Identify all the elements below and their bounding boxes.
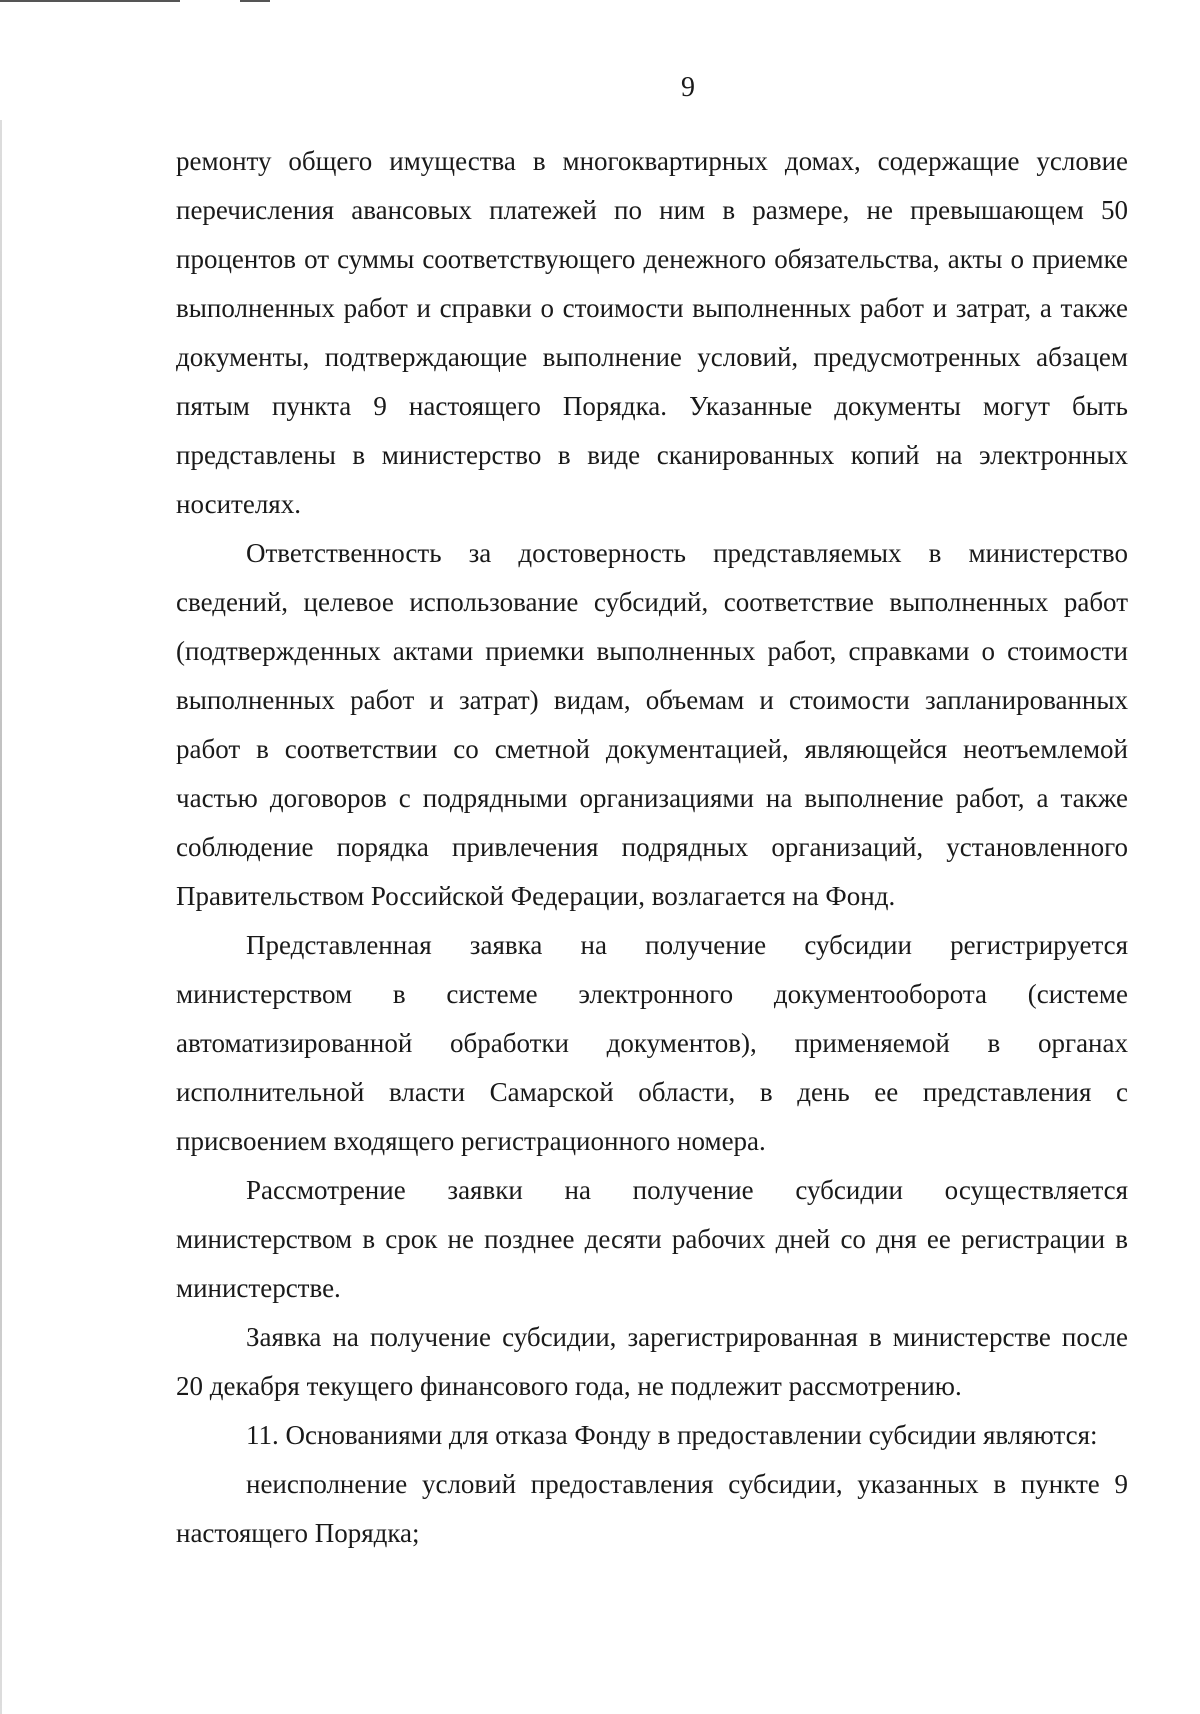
paragraph-3: Представленная заявка на получение субсидии регистрируется министерством в системе электронного документооборота (системе автоматизированной обработки документов), применяемой в органах исполнительной власти Самарской области, в день ее представления с присвоением входящего регистрационного номера. <box>176 930 1128 1156</box>
scan-artifact-top-line <box>240 0 270 2</box>
document-body <box>176 137 1128 1558</box>
paragraph-4: Рассмотрение заявки на получение субсидии осуществляется министерством в срок не позднее десяти рабочих дней со дня ее регистрации в министерстве. <box>176 1175 1128 1303</box>
scan-artifact-left-edge <box>0 120 2 1714</box>
paragraph-7: неисполнение условий предоставления субсидии, указанных в пункте 9 настоящего Порядка; <box>176 1469 1128 1548</box>
paragraph-6: 11. Основаниями для отказа Фонду в предоставлении субсидии являются: <box>246 1420 1098 1450</box>
paragraph-1: ремонту общего имущества в многоквартирных домах, содержащие условие перечисления авансовых платежей по ним в размере, не превышающем 50 процентов от суммы соответствующего денежного обязательства, акты о приемке выполненных работ и справки о стоимости выполненных работ и затрат, а также документы, подтверждающие выполнение условий, предусмотренных абзацем пятым пункта 9 настоящего Порядка. Указанные документы могут быть представлены в министерство в виде сканированных копий на электронных носителях. <box>176 146 1128 519</box>
page-number: 9 <box>681 72 695 103</box>
scan-artifact-top-line <box>0 0 180 2</box>
paragraph-5: Заявка на получение субсидии, зарегистрированная в министерстве после 20 декабря текущего финансового года, не подлежит рассмотрению. <box>176 1322 1128 1401</box>
paragraph-2: Ответственность за достоверность представляемых в министерство сведений, целевое использование субсидий, соответствие выполненных работ (подтвержденных актами приемки выполненных работ, справками о стоимости выполненных работ и затрат) видам, объемам и стоимости запланированных работ в соответствии со сметной документацией, являющейся неотъемлемой частью договоров с подрядными организациями на выполнение работ, а также соблюдение порядка привлечения подрядных организаций, установленного Правительством Российской Федерации, возлагается на Фонд. <box>176 538 1128 911</box>
